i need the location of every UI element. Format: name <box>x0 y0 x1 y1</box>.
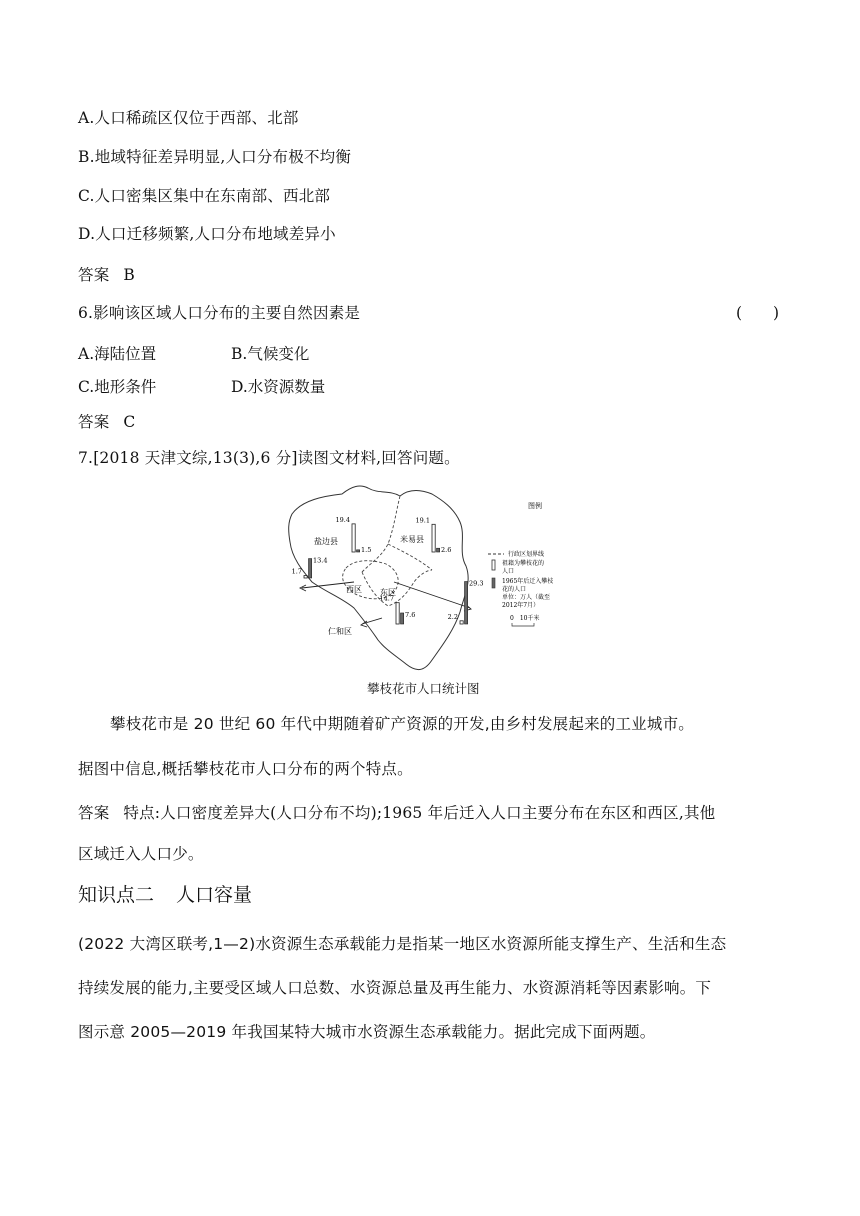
q6-answer <box>78 410 135 432</box>
intro-line2: 持续发展的能力,主要受区域人口总数、水资源总量及再生能力、水资源消耗等因素影响。下 <box>78 979 712 997</box>
city-boundary <box>289 486 468 670</box>
bar-label-native-yanbian: 19.4 <box>335 515 350 524</box>
q6-answer-value: C <box>123 413 136 431</box>
legend-native-1: 祖籍为攀枝花的 <box>502 560 545 567</box>
intro-line1: (2022 大湾区联考,1—2)水资源生态承载能力是指某一地区水资源所能支撑生产、生活和生态 <box>78 935 727 953</box>
section-title-b: 人口容量 <box>176 884 253 906</box>
q6-answer-label: 答案 <box>78 413 110 431</box>
q5-option-c: C.人口密集区集中在东南部、西北部 <box>78 187 331 205</box>
q7-answer-label: 答案 <box>78 804 110 822</box>
bar-label-migrant-xiqu: 13.4 <box>313 556 328 565</box>
region-label-dongqu: 东区 <box>380 588 396 597</box>
q7-stem: 7.[2018 天津文综,13(3),6 分]读图文材料,回答问题。 <box>78 449 460 467</box>
q5-answer-label: 答案 <box>78 266 110 284</box>
section-title-a: 知识点二 <box>78 884 155 906</box>
legend-migrant-swatch <box>492 578 495 588</box>
bar-label-migrant-miyi: 2.6 <box>441 546 452 554</box>
bar-migrant-yanbian <box>357 550 360 552</box>
legend-scale-bar <box>512 623 534 626</box>
q6-option-b: B.气候变化 <box>231 345 310 363</box>
legend-boundary: 行政区划界线 <box>508 551 545 558</box>
bar-migrant-xiqu <box>309 559 312 578</box>
q5-option-d: D.人口迁移频繁,人口分布地域差异小 <box>78 225 336 243</box>
bar-migrant-miyi <box>437 548 440 552</box>
bar-label-native-xiqu: 1.7 <box>291 567 302 576</box>
region-label-yanbian: 盐边县 <box>314 537 338 546</box>
bar-native-dongqu <box>460 621 463 624</box>
q6-option-c: C.地形条件 <box>78 378 157 396</box>
bar-label-migrant-renhe: 7.6 <box>405 610 416 619</box>
bar-label-migrant-dongqu: 29.3 <box>469 579 484 588</box>
region-label-xiqu: 西区 <box>346 585 362 594</box>
district-border-dashed <box>362 496 432 606</box>
legend-migrant-1: 1965年后迁入攀枝 <box>502 578 554 585</box>
legend <box>488 501 553 626</box>
legend-native-2: 人口 <box>502 568 515 575</box>
q6-option-d: D.水资源数量 <box>231 378 326 396</box>
region-label-miyi: 米易县 <box>400 535 424 544</box>
bar-label-native-renhe: 14.7 <box>379 594 394 603</box>
q5-option-a: A.人口稀疏区仅位于西部、北部 <box>78 109 299 127</box>
q7-answer-line1 <box>78 801 715 823</box>
bar-native-renhe <box>396 603 399 624</box>
legend-unit-2: 2012年7月） <box>502 602 540 609</box>
legend-native-swatch <box>492 560 495 570</box>
legend-scale: 0 10千米 <box>510 615 540 622</box>
q7-answer-line2: 区域迁入人口少。 <box>78 845 204 863</box>
intro-line3-tail: 据此完成下面两题。 <box>514 1023 656 1041</box>
legend-migrant-2: 花的人口 <box>502 586 527 593</box>
q5-answer-value: B <box>123 266 135 284</box>
bar-migrant-renhe <box>401 613 404 624</box>
intro-line3 <box>78 1020 655 1042</box>
q7-question: 据图中信息,概括攀枝花市人口分布的两个特点。 <box>78 760 413 778</box>
q7-material: 攀枝花市是 20 世纪 60 年代中期随着矿产资源的开发,由乡村发展起来的工业城市。 <box>110 715 694 733</box>
bar-group <box>292 516 484 624</box>
q5-option-b: B.地域特征差异明显,人口分布极不均衡 <box>78 148 352 166</box>
q6-answer-paren: ( ) <box>736 304 780 322</box>
bar-native-xiqu <box>304 576 307 578</box>
legend-title: 图例 <box>528 502 542 510</box>
bar-label-migrant-yanbian: 1.5 <box>361 546 372 554</box>
q6-stem: 6.影响该区域人口分布的主要自然因素是 <box>78 304 361 322</box>
bar-migrant-dongqu <box>465 582 468 624</box>
bar-label-native-dongqu: 2.2 <box>447 612 458 621</box>
region-label-renhe: 仁和区 <box>328 627 352 636</box>
bar-native-yanbian <box>352 524 355 552</box>
q6-option-a: A.海陆位置 <box>78 345 157 363</box>
q5-answer <box>78 263 135 285</box>
bar-label-native-miyi: 19.1 <box>415 516 430 525</box>
section-heading <box>78 880 252 907</box>
bar-native-miyi <box>432 524 435 552</box>
population-map-figure <box>282 478 582 678</box>
legend-unit-1: 单位：万人（截至 <box>502 594 551 601</box>
q7-answer-text: 特点:人口密度差异大(人口分布不均);1965 年后迁入人口主要分布在东区和西区,其他 <box>123 804 716 822</box>
intro-line3-main: 图示意 2005—2019 年我国某特大城市水资源生态承载能力。 <box>78 1023 515 1041</box>
figure-caption: 攀枝花市人口统计图 <box>367 681 480 696</box>
